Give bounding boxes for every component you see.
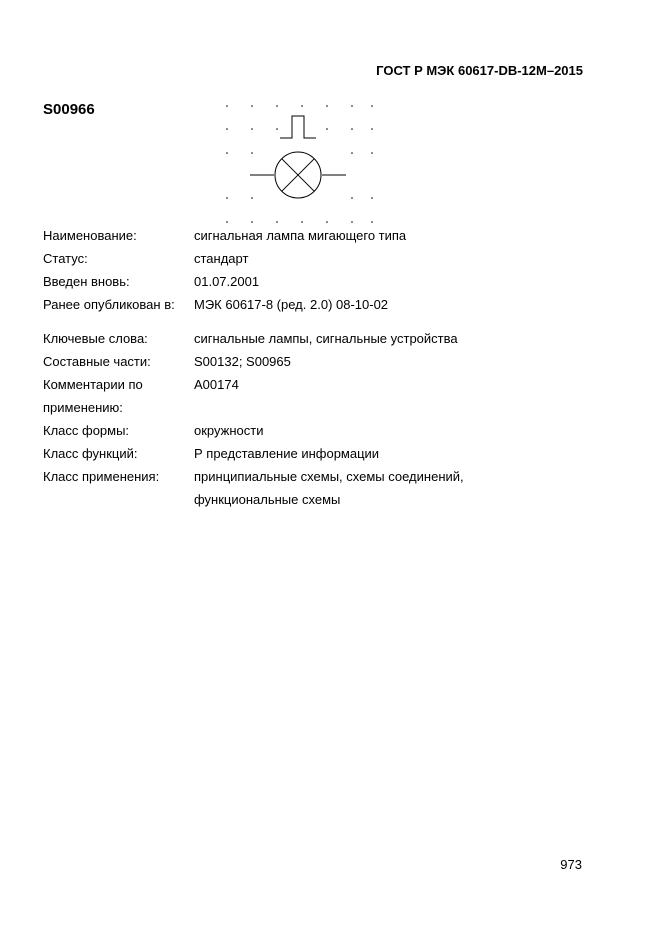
field-value: принципиальные схемы, схемы соединений, (194, 469, 464, 484)
field-label: Статус: (43, 251, 88, 266)
field-label: Комментарии по (43, 377, 143, 392)
field-label: Ключевые слова: (43, 331, 148, 346)
field-value: A00174 (194, 377, 239, 392)
field-value: стандарт (194, 251, 249, 266)
field-label: Класс формы: (43, 423, 130, 438)
field-value: S00132; S00965 (194, 354, 291, 369)
flashing-signal-lamp-symbol-icon (220, 98, 380, 228)
field-value: окружности (194, 423, 264, 438)
field-label: Класс функций: (43, 446, 138, 461)
field-value: МЭК 60617-8 (ред. 2.0) 08-10-02 (194, 297, 389, 312)
field-label: применению: (43, 400, 123, 415)
field-label: Введен вновь: (43, 274, 130, 289)
field-value: функциональные схемы (194, 492, 341, 507)
symbol-code: S00966 (43, 101, 95, 118)
field-label: Наименование: (43, 228, 137, 243)
field-value: сигнальные лампы, сигнальные устройства (194, 331, 458, 346)
field-label: Класс применения: (43, 469, 160, 484)
field-value: 01.07.2001 (194, 274, 260, 289)
field-value: Р представление информации (194, 446, 380, 461)
page-number: 973 (560, 857, 582, 872)
field-label: Ранее опубликован в: (43, 297, 175, 312)
standard-header: ГОСТ Р МЭК 60617-DB-12М–2015 (376, 63, 583, 78)
field-value: сигнальная лампа мигающего типа (194, 228, 407, 243)
field-label: Составные части: (43, 354, 151, 369)
